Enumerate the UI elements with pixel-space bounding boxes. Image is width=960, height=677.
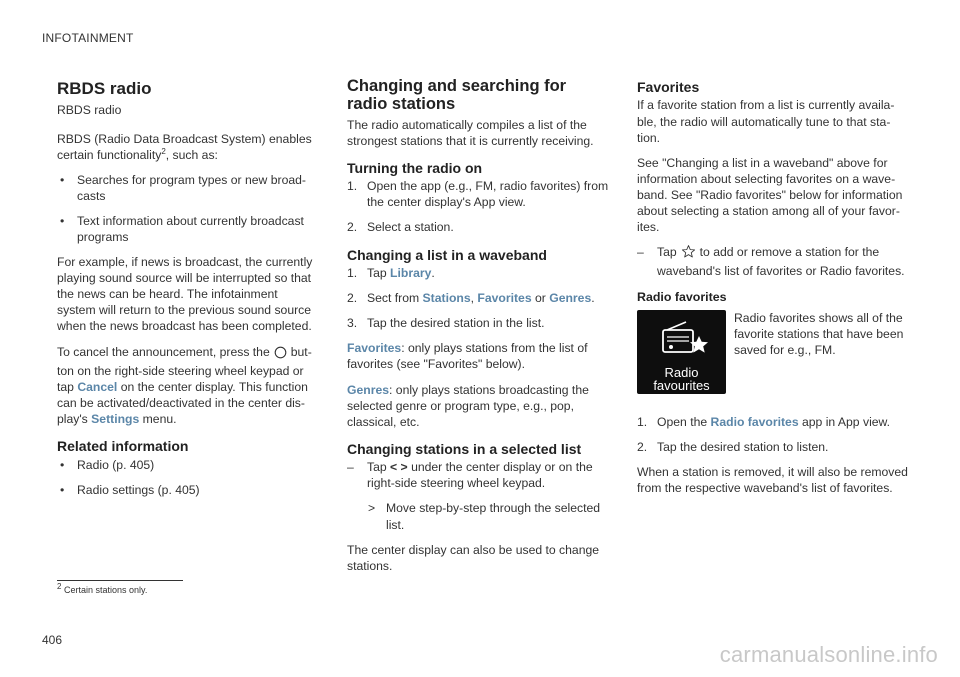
settings-keyword: Settings: [91, 411, 140, 426]
favorites-keyword: Favorites: [477, 291, 532, 306]
list-item: 2. Tap the desired station to listen.: [637, 439, 829, 454]
dash-marker: –: [637, 245, 644, 260]
dash-marker: –: [347, 460, 354, 475]
selected-list-title: Changing stations in a selected list: [347, 440, 582, 457]
rbds-cancel: To cancel the announcement, press the button on the right-side steering wheel keypad or tap Cancel on the center display. This function can be activated/deactivated in the center display's Settings menu.: [57, 344, 312, 426]
bullet-marker: •: [60, 457, 65, 472]
watermark: carmanualsonline.info: [719, 642, 938, 667]
page-number: 406: [42, 633, 63, 647]
favorites-see: See "Changing a list in a waveband" above for information about selecting favorites on a waveband. See "Radio favorites" below for information about selecting a station among all of your favorites.: [637, 155, 903, 235]
rbds-intro: RBDS (Radio Data Broadcast System) enables certain functionality$^2$, such as:: [57, 131, 312, 162]
list-item: 1. Tap Library.: [347, 266, 435, 281]
related-title: Related information: [57, 438, 189, 455]
library-keyword: Library: [390, 266, 432, 281]
waveband-title: Changing a list in a waveband: [347, 246, 547, 263]
footnote-ref: 2: [161, 146, 166, 156]
list-item: • Text information about currently broadcast programs: [60, 213, 304, 244]
radio-favorites-title: Radio favorites: [637, 290, 727, 305]
favorites-intro: If a favorite station from a list is currently available, the radio will automatically tune to that station.: [637, 98, 895, 145]
circle-button-icon: [274, 346, 287, 363]
radio-favorites-app-tile[interactable]: [637, 310, 726, 394]
related-link[interactable]: • Radio settings (p. 405): [60, 482, 200, 497]
bullet-marker: •: [60, 172, 65, 187]
list-item: – Tap to add or remove a station for the waveband's list of favorites or Radio favorites.: [637, 245, 905, 279]
rbds-example: For example, if news is broadcast, the currently playing sound source will be interrupted so that the news can be heard. The infotainment system will return to the previous sound source when the news broadcast has been completed.: [57, 255, 313, 334]
list-item: • Searches for program types or new broadcasts: [60, 172, 306, 203]
radio-favorites-block: [637, 310, 909, 406]
arrow-buttons-icon: < >: [390, 460, 408, 475]
star-icon: [681, 244, 696, 263]
footnote: $^2$ Certain stations only.: [57, 582, 148, 595]
list-item: 2. Sect from Stations, Favorites or Genres.: [347, 291, 595, 306]
column-favorites: [637, 78, 909, 505]
genres-description: Genres: only plays stations broadcasting the selected genre or program type, e.g., pop, classical, etc.: [347, 382, 589, 429]
rbds-title: RBDS radio: [57, 79, 152, 98]
list-item: – Tap < > under the center display or on the right-side steering wheel keypad.: [347, 460, 593, 491]
radio-favorites-keyword: Radio favorites: [710, 414, 799, 429]
changing-intro: The radio automatically compiles a list of the strongest stations that it is currently receiving.: [347, 117, 594, 148]
changing-title: Changing and searching for radio stations: [347, 77, 567, 113]
turn-on-title: Turning the radio on: [347, 159, 483, 176]
result-marker: >: [368, 501, 376, 516]
list-item: 1. Open the Radio favorites app in App view.: [637, 414, 891, 429]
radio-star-icon: [637, 310, 726, 366]
column-rbds: [57, 78, 319, 507]
favorites-description: Favorites: only plays stations from the list of favorites (see "Favorites" below).: [347, 341, 588, 372]
favorites-title: Favorites: [637, 79, 700, 95]
bullet-marker: •: [60, 482, 65, 497]
footnote-divider: [57, 580, 183, 581]
list-item: 1. Open the app (e.g., FM, radio favorites) from the center display's App view.: [347, 179, 609, 210]
column-changing-stations: [347, 78, 609, 583]
genres-keyword: Genres: [549, 291, 592, 306]
result-item: > Move step-by-step through the selected list.: [368, 501, 601, 532]
page-header: INFOTAINMENT: [42, 31, 134, 45]
cancel-keyword: Cancel: [77, 379, 118, 394]
radio-favorites-description: Radio favorites shows all of the favorite stations that have been saved for e.g., FM.: [734, 310, 904, 357]
list-item: 2. Select a station.: [347, 220, 454, 235]
tile-label: Radio favourites: [653, 364, 710, 393]
related-link[interactable]: • Radio (p. 405): [60, 457, 155, 472]
list-item: 3. Tap the desired station in the list.: [347, 316, 545, 331]
bullet-marker: •: [60, 213, 65, 228]
rbds-subtitle: RBDS radio: [57, 103, 122, 118]
favorites-removed: When a station is removed, it will also be removed from the respective waveband's list of favorites.: [637, 464, 908, 496]
changing-closing: The center display can also be used to change stations.: [347, 542, 600, 573]
stations-keyword: Stations: [422, 291, 471, 306]
